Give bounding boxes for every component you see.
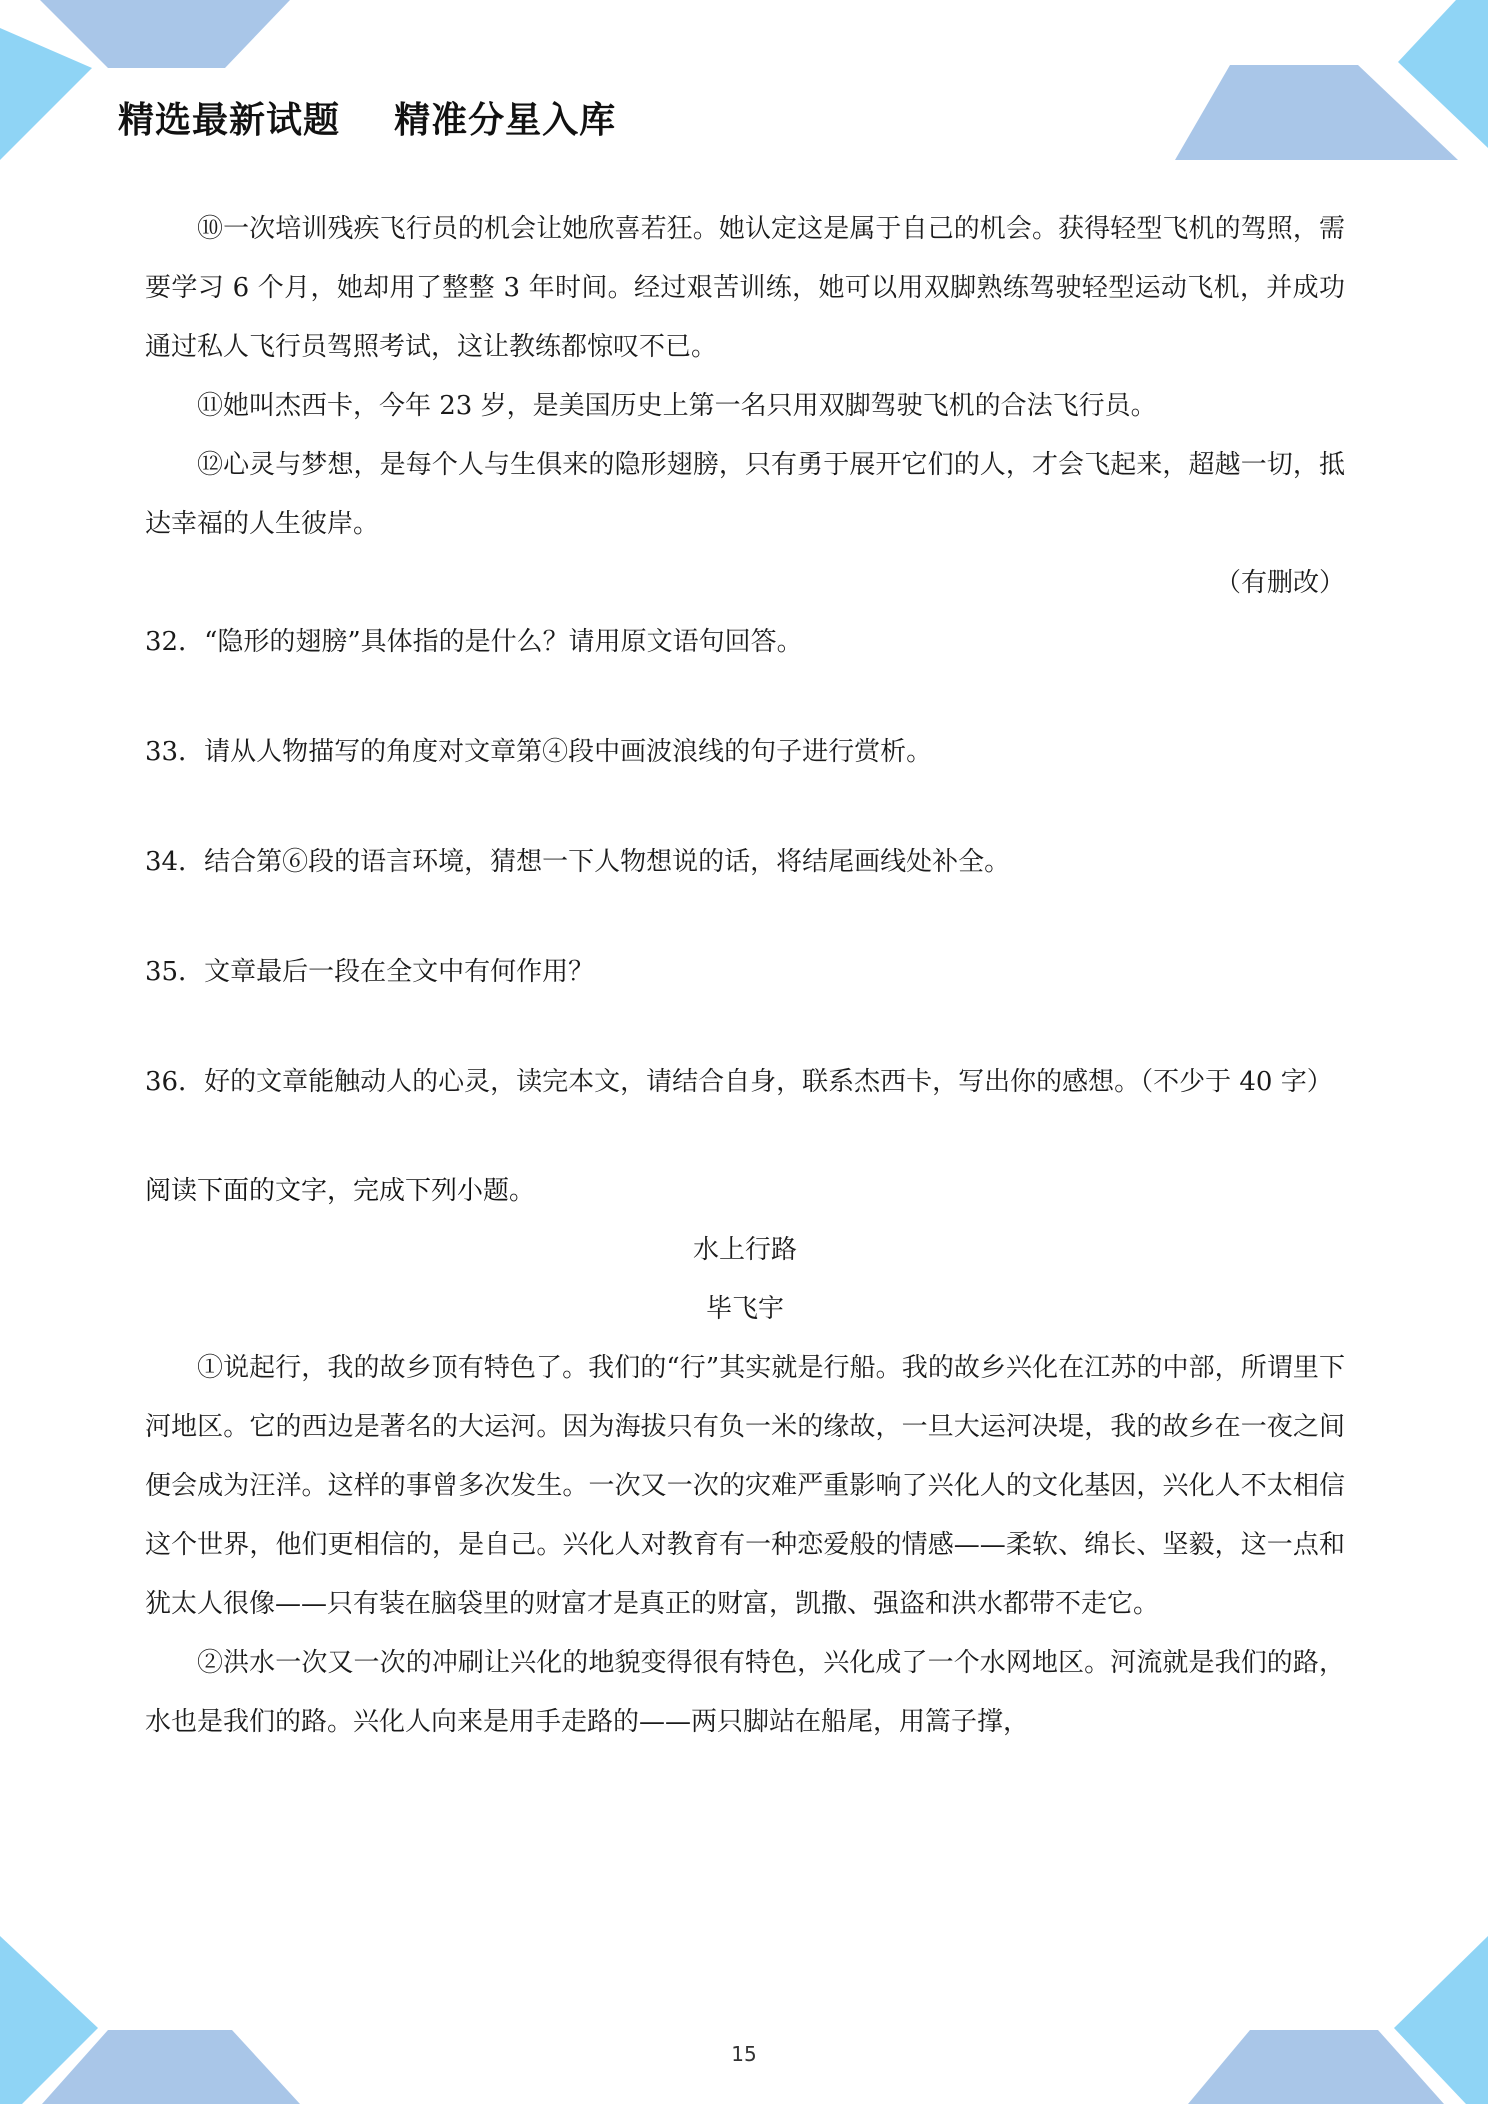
article-title: 水上行路 <box>692 1235 797 1265</box>
passage-paragraph-10: ⑩一次培训残疾飞行员的机会让她欣喜若狂。她认定这是属于自己的机会。获得轻型飞机的驾照，需要学习 6 个月，她却用了整整 3 年时间。经过艰苦训练，她可以用双脚熟练驾驶轻型运动飞机，并成功通过私人飞行员驾照考试，这让教练都惊叹不已。 <box>145 214 1345 362</box>
question-35: 35．文章最后一段在全文中有何作用？ <box>145 957 595 987</box>
article-paragraph-1: ①说起行，我的故乡顶有特色了。我们的“行”其实就是行船。我的故乡兴化在江苏的中部，所谓里下河地区。它的西边是著名的大运河。因为海拔只有负一米的缘故，一旦大运河决堤，我的故乡在一夜之间便会成为汪洋。这样的事曾多次发生。一次又一次的灾难严重影响了兴化人的文化基因，兴化人不太相信这个世界，他们更相信的，是自己。兴化人对教育有一种恋爱般的情感——柔软、绵长、坚毅，这一点和犹太人很像——只有装在脑袋里的财富才是真正的财富，凯撒、强盗和洪水都带不走它。 <box>145 1353 1345 1619</box>
question-34: 34．结合第⑥段的语言环境，猜想一下人物想说的话，将结尾画线处补全。 <box>145 847 1011 877</box>
page-number: 15 <box>731 2042 757 2066</box>
article-author: 毕飞宇 <box>705 1294 784 1324</box>
page-content <box>145 200 1345 1752</box>
header-title: 精选最新试题 精准分星入库 <box>118 100 617 141</box>
question-33: 33．请从人物描写的角度对文章第④段中画波浪线的句子进行赏析。 <box>145 737 933 767</box>
decor-shape-top-right-trapezoid <box>1175 65 1458 160</box>
source-note: （有删改） <box>1214 568 1345 598</box>
decor-shape-top-left-trapezoid <box>40 0 290 68</box>
article-paragraph-2: ②洪水一次又一次的冲刷让兴化的地貌变得很有特色，兴化成了一个水网地区。河流就是我们的路，水也是我们的路。兴化人向来是用手走路的——两只脚站在船尾，用篙子撑， <box>145 1648 1345 1737</box>
section-instruction: 阅读下面的文字，完成下列小题。 <box>145 1176 536 1206</box>
decor-shape-top-left-triangle <box>0 28 92 160</box>
passage-paragraph-11: ⑪她叫杰西卡，今年 23 岁，是美国历史上第一名只用双脚驾驶飞机的合法飞行员。 <box>197 391 1157 421</box>
question-32: 32．“隐形的翅膀”具体指的是什么？请用原文语句回答。 <box>145 627 803 657</box>
passage-paragraph-12: ⑫心灵与梦想，是每个人与生俱来的隐形翅膀，只有勇于展开它们的人，才会飞起来，超越一切，抵达幸福的人生彼岸。 <box>145 450 1345 539</box>
question-36: 36．好的文章能触动人的心灵，读完本文，请结合自身，联系杰西卡，写出你的感想。（不少于 40 字） <box>145 1067 1333 1097</box>
